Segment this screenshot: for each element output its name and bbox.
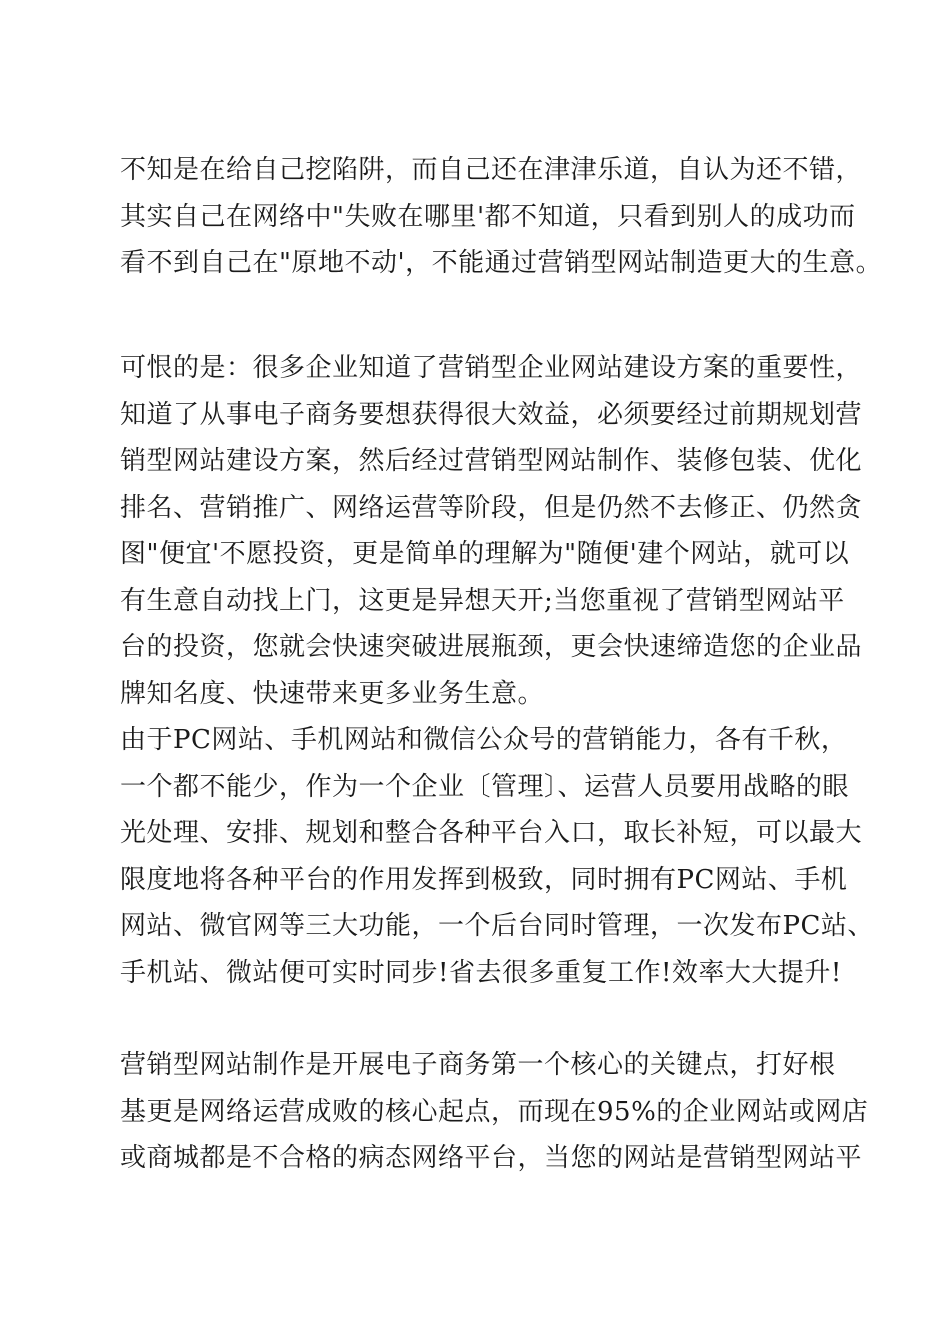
- text-line: 一个都不能少，作为一个企业〔管理〕、运营人员要用战略的眼: [120, 771, 850, 802]
- text-line: 知道了从事电子商务要想获得很大效益，必须要经过前期规划营: [120, 399, 863, 430]
- text-line: 排名、营销推广、网络运营等阶段，但是仍然不去修正、仍然贪: [120, 492, 863, 523]
- paragraph: [120, 717, 874, 996]
- text-line: 台的投资，您就会快速突破进展瓶颈，更会快速缔造您的企业品: [120, 632, 863, 662]
- text-line: 或商城都是不合格的病态网络平台，当您的网站是营销型网站平: [120, 1143, 863, 1173]
- text-line: 销型网站建设方案，然后经过营销型网站制作、装修包装、优化: [120, 446, 863, 476]
- text-line: 图"便宜'不愿投资，更是简单的理解为"随便'建个网站，就可以: [120, 539, 850, 569]
- paragraph: [120, 1042, 869, 1182]
- text-line: 基更是网络运营成败的核心起点，而现在95%的企业网站或网店: [120, 1096, 869, 1127]
- text-line: 营销型网站制作是开展电子商务第一个核心的关键点，打好根: [120, 1050, 836, 1080]
- text-line: 可恨的是：很多企业知道了营销型企业网站建设方案的重要性，: [120, 353, 863, 383]
- text-line: 手机站、微站便可实时同步!省去很多重复工作!效率大大提升!: [120, 957, 842, 988]
- text-line: 光处理、安排、规划和整合各种平台入口，取长补短，可以最大: [120, 818, 863, 848]
- text-line: 由于PC网站、手机网站和微信公众号的营销能力，各有千秋，: [120, 725, 848, 755]
- text-line: 网站、微官网等三大功能，一个后台同时管理，一次发布PC站、: [120, 911, 874, 941]
- text-line: 看不到自己在"原地不动'，不能通过营销型网站制造更大的生意。: [120, 248, 883, 278]
- paragraph: [120, 345, 863, 717]
- text-line: 牌知名度、快速带来更多业务生意。: [120, 678, 545, 709]
- text-line: 限度地将各种平台的作用发挥到极致，同时拥有PC网站、手机: [120, 864, 848, 895]
- paragraph: [120, 147, 883, 287]
- text-line: 不知是在给自己挖陷阱，而自己还在津津乐道，自认为还不错，: [120, 155, 863, 185]
- text-line: 有生意自动找上门，这更是异想天开;当您重视了营销型网站平: [120, 585, 845, 616]
- text-line: 其实自己在网络中"失败在哪里'都不知道，只看到别人的成功而: [120, 201, 856, 232]
